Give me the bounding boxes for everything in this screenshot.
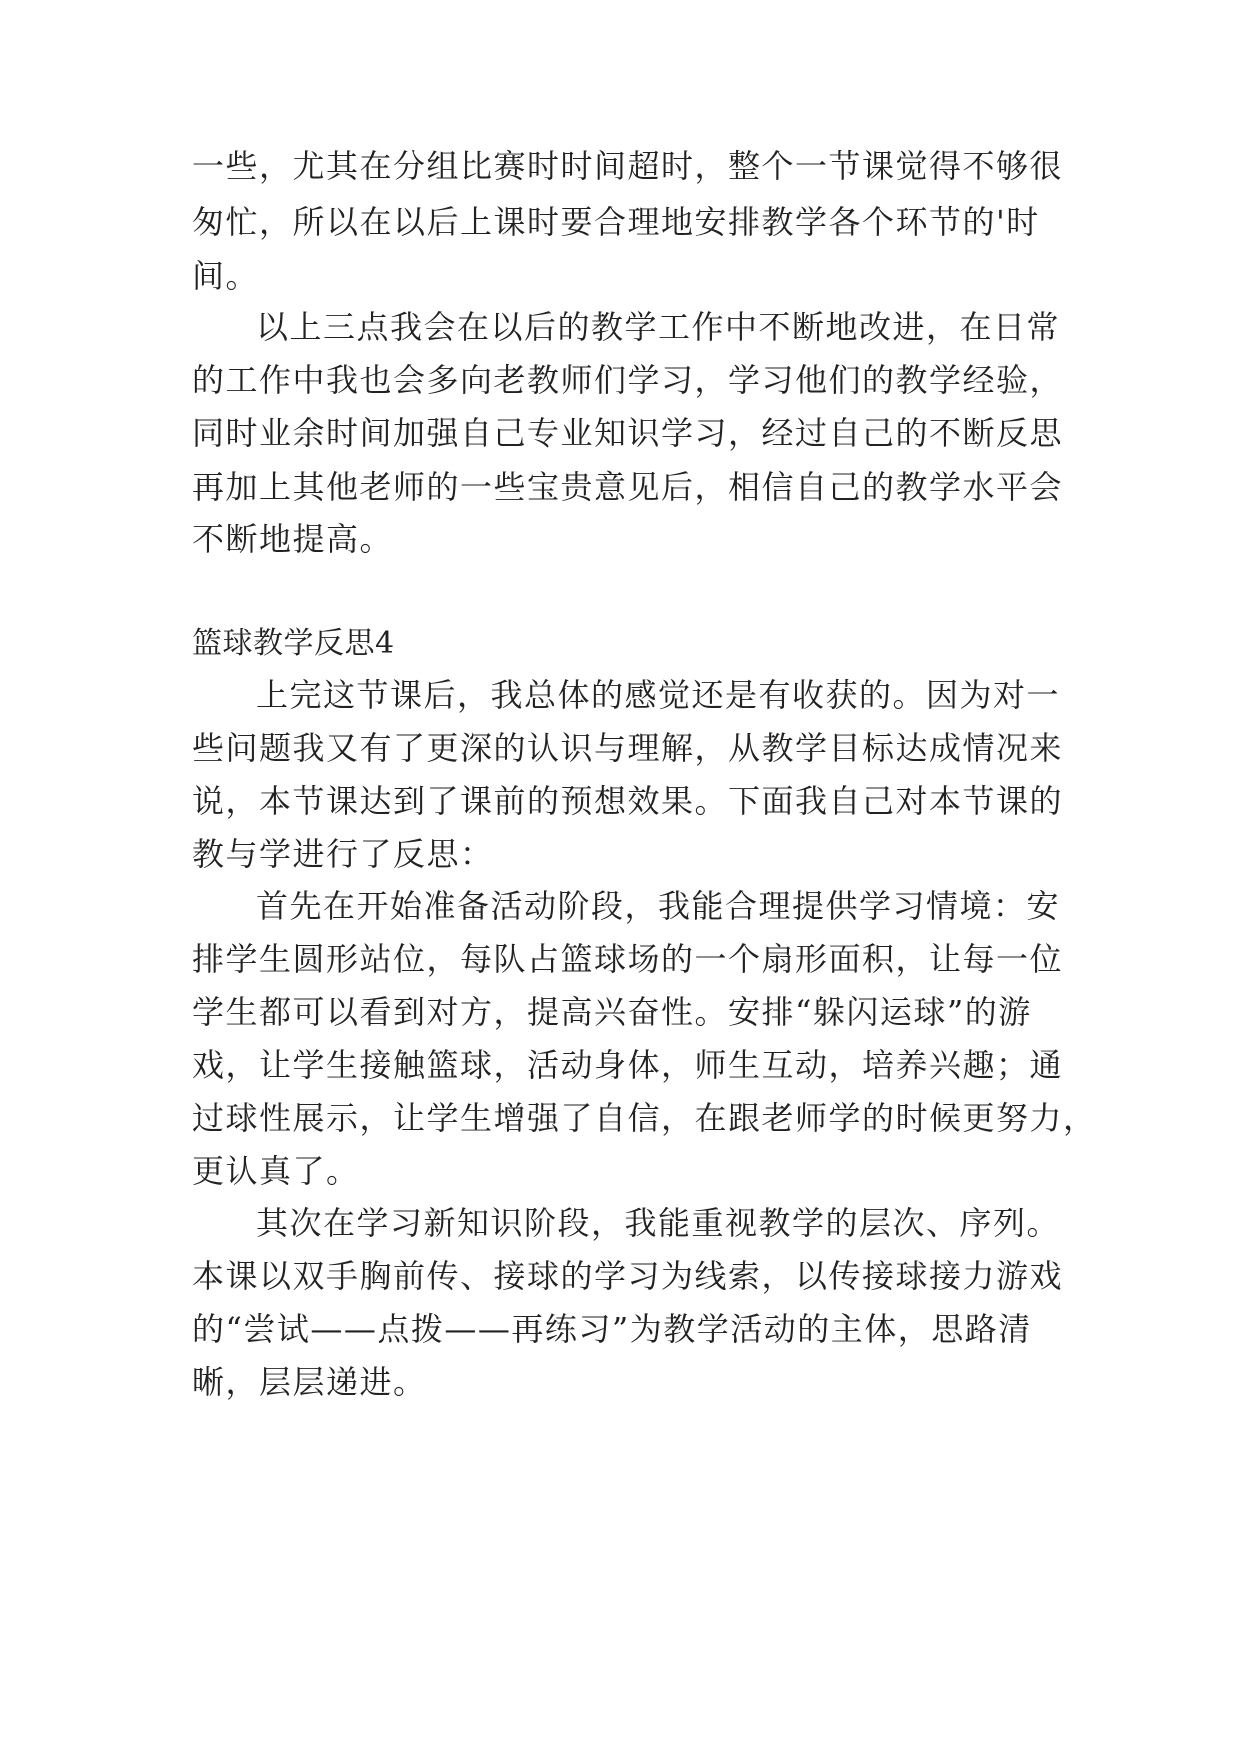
paragraph-line: 说，本节课达到了课前的预想效果。下面我自己对本节课的 [192,782,1064,820]
paragraph-line: 本课以双手胸前传、接球的学习为线索，以传接球接力游戏 [192,1257,1064,1295]
paragraph-line: 过球性展示，让学生增强了自信，在跟老师学的时候更努力， [192,1099,1097,1137]
paragraph-line: 同时业余时间加强自己专业知识学习，经过自己的不断反思 [192,414,1064,452]
paragraph-line: 排学生圆形站位，每队占篮球场的一个扇形面积，让每一位 [192,940,1064,978]
paragraph-line: 更认真了。 [192,1152,360,1190]
paragraph-line: 的工作中我也会多向老教师们学习，学习他们的教学经验， [192,361,1064,399]
paragraph-line: 以上三点我会在以后的教学工作中不断地改进，在日常 [256,308,1061,346]
paragraph-line: 的“尝试——点拨——再练习”为教学活动的主体，思路清 [192,1310,1032,1348]
paragraph-line: 学生都可以看到对方，提高兴奋性。安排“躲闪运球”的游 [192,993,1032,1031]
paragraph-line: 再加上其他老师的一些宝贵意见后，相信自己的教学水平会 [192,468,1064,506]
paragraph-line: 间。 [192,257,260,295]
paragraph-line: 其次在学习新知识阶段，我能重视教学的层次、序列。 [256,1204,1061,1242]
section-heading: 篮球教学反思4 [192,626,395,661]
paragraph-line: 一些，尤其在分组比赛时时间超时，整个一节课觉得不够很 [192,147,1064,185]
paragraph-line: 首先在开始准备活动阶段，我能合理提供学习情境：安 [256,887,1061,925]
paragraph-line: 戏，让学生接触篮球，活动身体，师生互动，培养兴趣；通 [192,1046,1064,1084]
paragraph-line: 些问题我又有了更深的认识与理解，从教学目标达成情况来 [192,729,1064,767]
paragraph-line: 晰，层层递进。 [192,1363,427,1401]
paragraph-line: 教与学进行了反思： [192,835,494,873]
paragraph-line: 匆忙，所以在以后上课时要合理地安排教学各个环节的'时 [192,203,1040,241]
paragraph-line: 上完这节课后，我总体的感觉还是有收获的。因为对一 [256,676,1061,714]
paragraph-line: 不断地提高。 [192,520,394,558]
